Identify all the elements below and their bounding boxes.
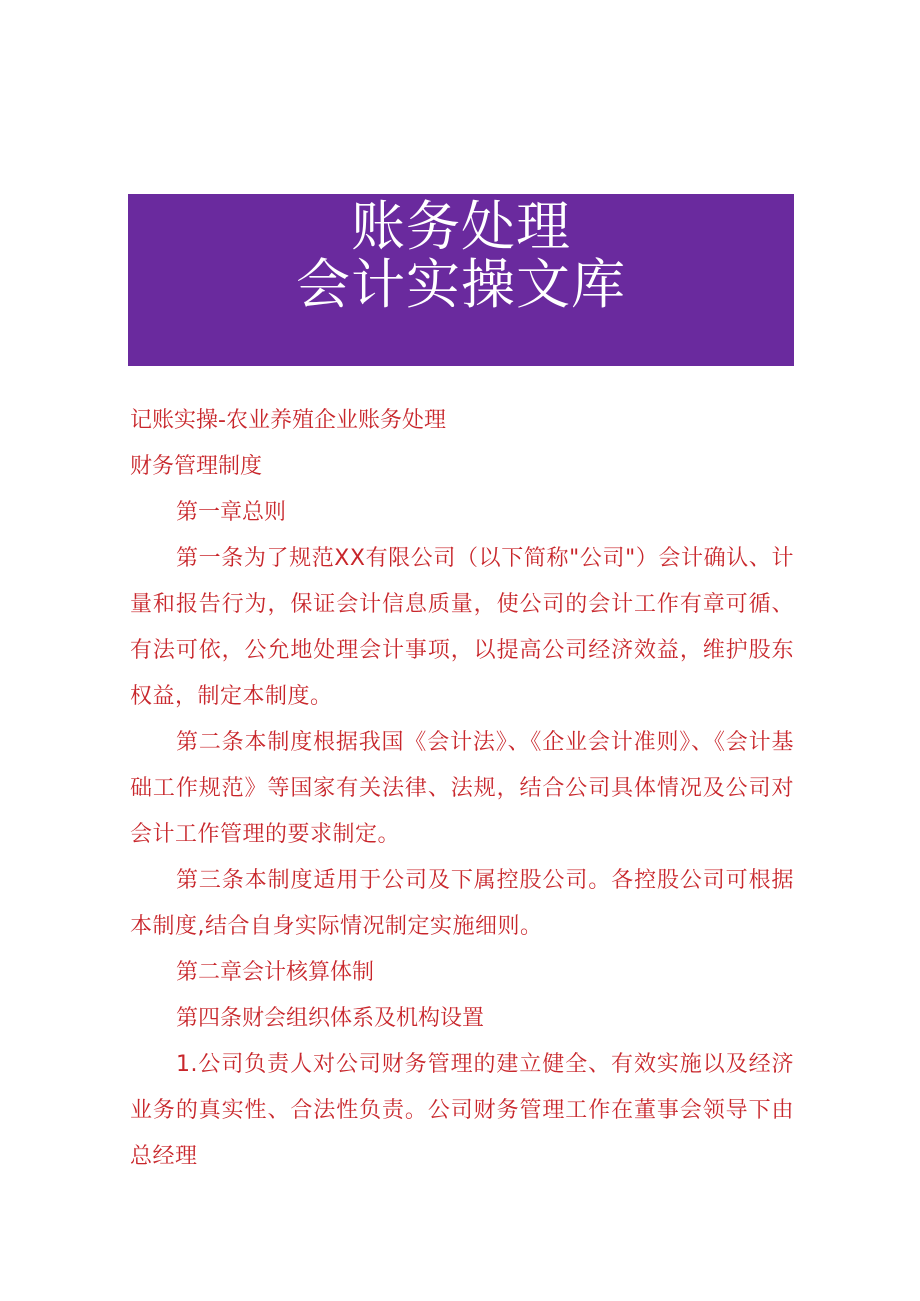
banner-title-line1: 账务处理	[351, 195, 571, 258]
chapter-heading-1: 第一章总则	[176, 500, 287, 525]
item-1: 1.公司负责人对公司财务管理的建立健全、有效实施以及经济业务的真实性、合法性负责。公司财务管理工作在董事会领导下由总经理	[130, 1052, 794, 1169]
banner-title-line2: 会计实操文库	[296, 253, 626, 316]
chapter-heading-2: 第二章会计核算体制	[176, 960, 375, 985]
article-3: 第三条本制度适用于公司及下属控股公司。各控股公司可根据本制度,结合自身实际情况制定实施细则。	[130, 868, 794, 939]
article-4: 第四条财会组织体系及机构设置	[176, 1006, 485, 1031]
document-subheading: 财务管理制度	[130, 454, 263, 479]
article-2: 第二条本制度根据我国《会计法》、《企业会计准则》、《会计基础工作规范》等国家有关法律、法规，结合公司具体情况及公司对会计工作管理的要求制定。	[130, 730, 794, 847]
document-heading: 记账实操-农业养殖企业账务处理	[130, 408, 446, 433]
document-body	[130, 398, 794, 1180]
article-1: 第一条为了规范XX有限公司（以下简称"公司"）会计确认、计量和报告行为，保证会计信息质量，使公司的会计工作有章可循、有法可依，公允地处理会计事项，以提高公司经济效益，维护股东权益，制定本制度。	[130, 546, 794, 709]
